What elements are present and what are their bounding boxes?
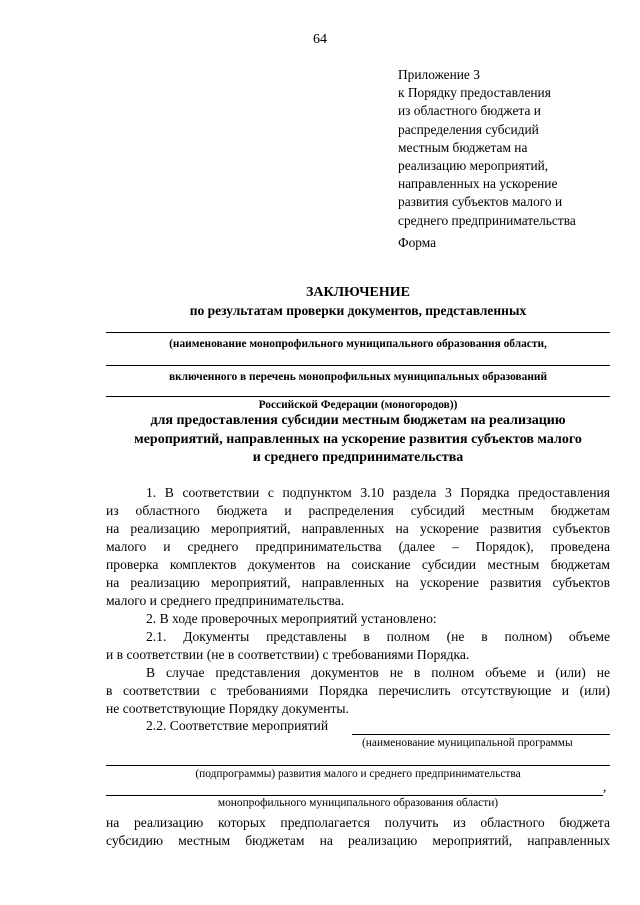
fill-line: [352, 734, 610, 735]
document-subtitle: по результатам проверки документов, представленных: [189, 303, 527, 318]
caption-included-list: включенного в перечень монопрофильных муниципальных образований: [168, 371, 548, 383]
paragraph-line: и в соответствии (не в соответствии) с требованиями Порядка.: [106, 647, 470, 662]
document-title: ЗАКЛЮЧЕНИЕ: [305, 285, 411, 300]
appendix-block: [398, 66, 576, 230]
heading-line: и среднего предпринимательства: [252, 450, 464, 465]
appendix-line: местным бюджетам на: [398, 139, 528, 155]
appendix-line: к Порядку предоставления: [398, 85, 551, 101]
paragraph-line: в соответствии с требованиями Порядка перечислить отсутствующие и (или): [106, 683, 610, 698]
appendix-line: развития субъектов малого и: [398, 194, 563, 210]
paragraph-line: на реализацию мероприятий, направленных на ускорение развития субъектов: [106, 521, 610, 536]
caption-municipality-name: (наименование монопрофильного муниципального образования области,: [169, 338, 547, 350]
paragraph-line: из областного бюджета и распределения субсидий местным бюджетам: [106, 503, 610, 518]
fill-line: [106, 765, 610, 766]
caption-municipality: монопрофильного муниципального образования области): [217, 797, 499, 809]
paragraph-line: 2.1. Документы представлены в полном (не в полном) объеме: [146, 629, 610, 644]
appendix-line: из областного бюджета и: [398, 103, 541, 119]
form-label: Форма: [398, 235, 437, 250]
compliance-label: 2.2. Соответствие мероприятий: [146, 718, 329, 733]
caption-subprogram: (подпрограммы) развития малого и среднего предпринимательства: [195, 768, 521, 780]
appendix-line: направленных на ускорение: [398, 176, 558, 192]
paragraph-line: малого и среднего предпринимательства (далее – Порядок), проведена: [106, 539, 610, 554]
fill-line: [106, 365, 610, 366]
fill-line: [106, 795, 603, 796]
line-comma: ,: [603, 779, 607, 794]
paragraph-line: проверка комплектов документов на соискание субсидии местным бюджетам: [106, 557, 610, 572]
paragraph-line: на реализацию мероприятий, направленных на ускорение развития субъектов: [106, 575, 610, 590]
paragraph-line: 1. В соответствии с подпунктом 3.10 раздела 3 Порядка предоставления: [146, 485, 610, 500]
fill-line: [106, 332, 610, 333]
paragraph-line: на реализацию которых предполагается получить из областного бюджета: [106, 815, 610, 830]
fill-line: [106, 396, 610, 397]
paragraph-line: малого и среднего предпринимательства.: [106, 593, 345, 608]
caption-program-name: (наименование муниципальной программы: [362, 737, 573, 749]
heading-line: мероприятий, направленных на ускорение развития субъектов малого: [134, 431, 582, 447]
paragraph-line: не соответствующие Порядку документы.: [106, 701, 349, 716]
appendix-line: среднего предпринимательства: [398, 212, 576, 228]
section-heading: [106, 412, 610, 468]
appendix-line: реализацию мероприятий,: [398, 158, 549, 174]
paragraph-line: 2. В ходе проверочных мероприятий установлено:: [146, 611, 437, 626]
appendix-line: распределения субсидий: [398, 121, 539, 137]
paragraph-line: субсидию местным бюджетам на реализацию мероприятий, направленных: [106, 833, 610, 848]
paragraph-line: В случае представления документов не в полном объеме и (или) не: [146, 665, 610, 680]
caption-monotowns: Российской Федерации (моногородов)): [258, 399, 458, 411]
page-number: 64: [313, 32, 327, 47]
heading-line: для предоставления субсидии местным бюджетам на реализацию: [150, 413, 566, 428]
appendix-line: Приложение 3: [398, 67, 480, 82]
